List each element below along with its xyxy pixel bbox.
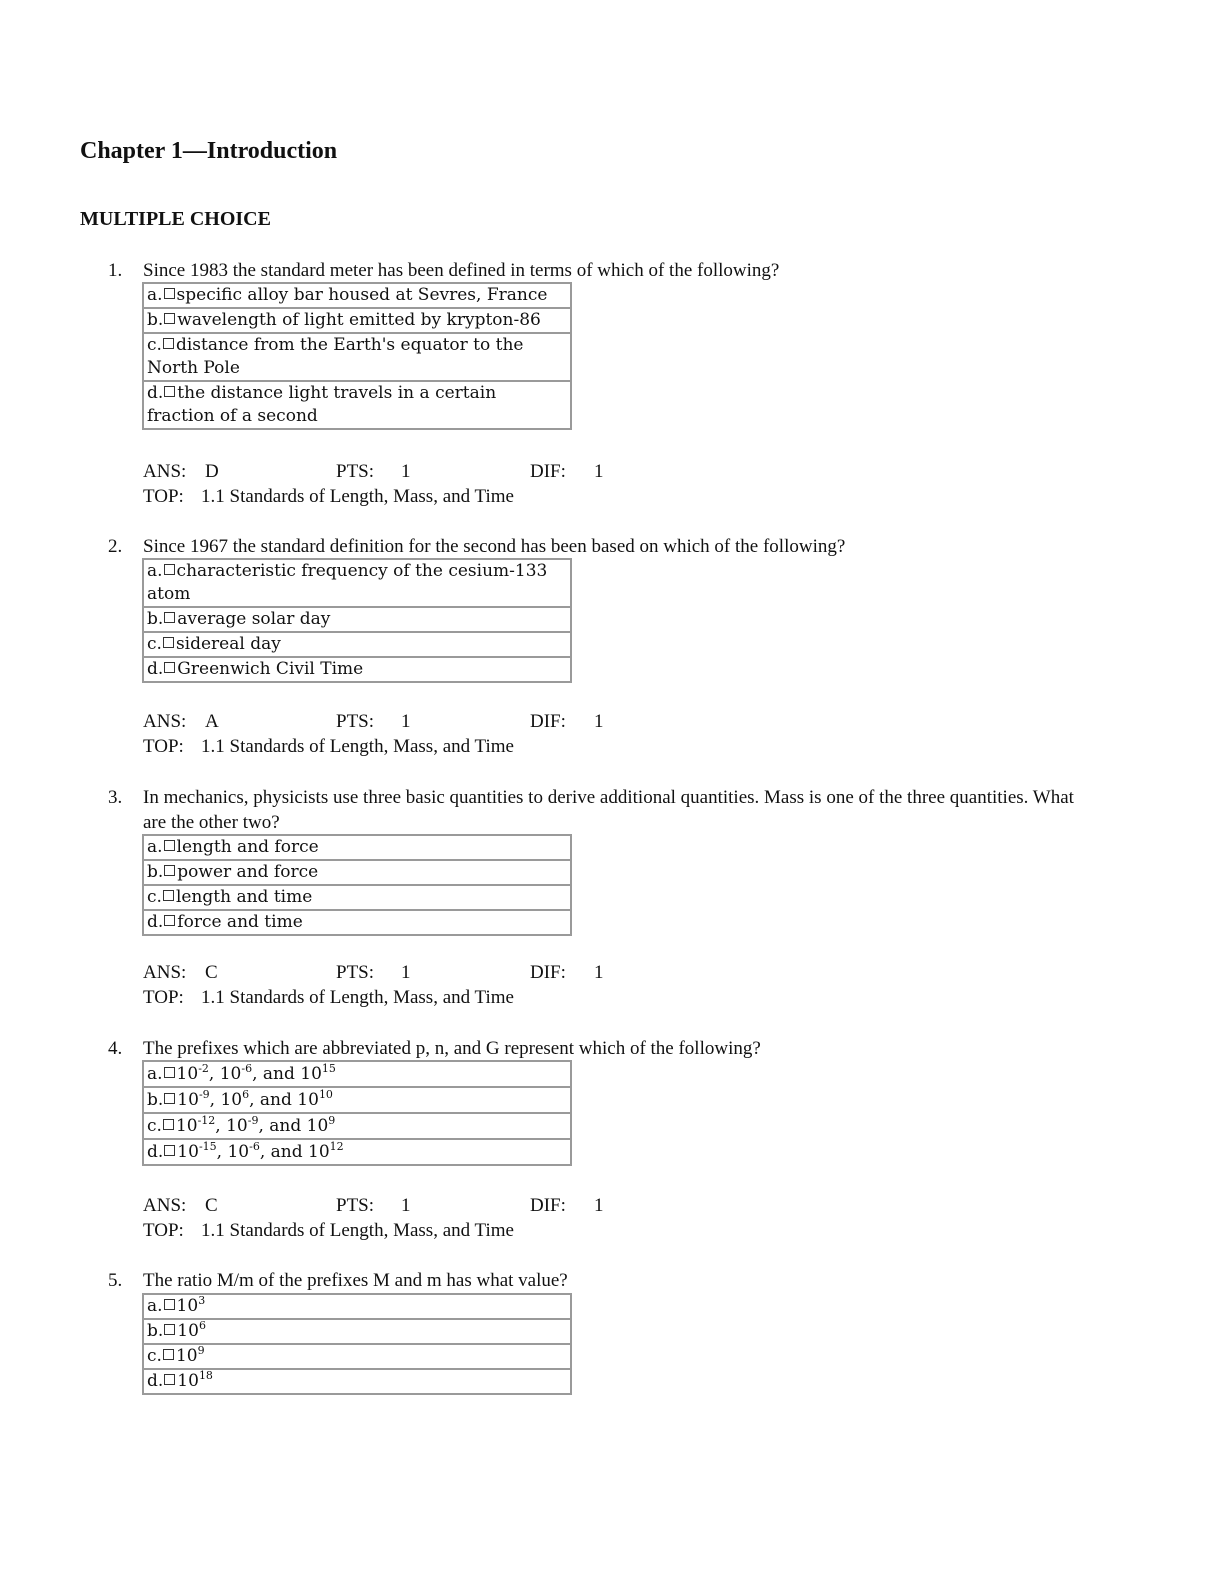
choice-letter: c. [147, 1116, 162, 1136]
pts-value: 1 [401, 711, 411, 732]
pts-label: PTS: [336, 962, 375, 983]
choice-row [143, 308, 571, 333]
choice-row [143, 283, 571, 308]
choice-base: 10 [220, 1090, 243, 1110]
choice-base: 10 [177, 1090, 199, 1110]
choice-row [143, 860, 571, 885]
choices-table-4 [142, 1060, 572, 1166]
choice-row: c. $10^{-12}$, $10^{-9}$, and $10^9$ [143, 1113, 571, 1139]
pts-value: 1 [401, 962, 411, 983]
choice-row [143, 1294, 571, 1319]
choice-text: wavelength of light emitted by krypton-86 [177, 310, 541, 330]
chapter-title: Chapter 1—Introduction [80, 138, 338, 164]
choice-text: Greenwich Civil Time [177, 659, 364, 679]
pts-label: PTS: [336, 461, 375, 482]
choice-base: 10 [308, 1142, 330, 1162]
choice-base: 10 [226, 1116, 248, 1136]
ans-label: ANS: [143, 711, 187, 732]
dif-label: DIF: [530, 962, 566, 983]
checkbox-icon [164, 313, 175, 324]
dif-label: DIF: [530, 711, 566, 732]
choice-letter: d. [147, 912, 164, 932]
checkbox-icon [164, 1299, 175, 1310]
choice-row [143, 632, 571, 657]
choice-row: b. $10^{-9}$, $10^6$, and $10^{10}$ [143, 1087, 571, 1113]
choice-base: 10 [177, 1142, 199, 1162]
choices-table-2 [142, 558, 572, 683]
choice-exponent: 18 [198, 1369, 213, 1382]
choice-and: and [259, 1090, 292, 1110]
choice-row [143, 910, 571, 935]
choice-text: sidereal day [175, 634, 281, 654]
top-value: 1.1 Standards of Length, Mass, and Time [201, 486, 514, 507]
choice-exponent: 6 [242, 1088, 250, 1101]
checkbox-icon [163, 890, 174, 901]
checkbox-icon [164, 288, 175, 299]
choice-text: power and force [177, 862, 319, 882]
choice-letter: c. [147, 335, 162, 355]
question-number: 4. [108, 1038, 123, 1059]
choice-row [143, 885, 571, 910]
ans-value: C [205, 1195, 218, 1216]
choices-table-1 [142, 282, 572, 430]
checkbox-icon [164, 840, 175, 851]
checkbox-icon [164, 1067, 175, 1078]
top-label: TOP: [143, 486, 184, 507]
dif-label: DIF: [530, 461, 566, 482]
choice-exponent: 9 [197, 1344, 205, 1357]
choice-exponent: -9 [247, 1114, 259, 1127]
choice-letter: a. [147, 1064, 163, 1084]
ans-value: D [205, 461, 219, 482]
top-value: 1.1 Standards of Length, Mass, and Time [201, 736, 514, 757]
choice-exponent: 10 [318, 1088, 333, 1101]
choice-base: 10 [175, 1346, 198, 1366]
choice-base: 10 [176, 1296, 199, 1316]
choice-base: 10 [297, 1090, 319, 1110]
choice-row [143, 835, 571, 860]
choice-letter: a. [147, 837, 163, 857]
checkbox-icon [163, 1349, 174, 1360]
pts-value: 1 [401, 461, 411, 482]
choice-exponent: 6 [198, 1319, 206, 1332]
choice-text: the distance light travels in a certain fraction of a second [147, 383, 497, 426]
choice-letter: d. [147, 383, 164, 403]
pts-label: PTS: [336, 711, 375, 732]
question-stem: Since 1967 the standard definition for the second has been based on which of the following? [143, 536, 846, 557]
top-label: TOP: [143, 1220, 184, 1241]
dif-label: DIF: [530, 1195, 566, 1216]
choice-letter: a. [147, 285, 163, 305]
choice-base: 10 [175, 1116, 198, 1136]
choice-exponent: -9 [198, 1088, 210, 1101]
dif-value: 1 [594, 962, 604, 983]
choice-letter: b. [147, 310, 164, 330]
answer-meta-2 [143, 709, 743, 759]
checkbox-icon [164, 915, 175, 926]
choice-row [143, 657, 571, 682]
choice-row: d. $10^{-15}$, $10^{-6}$, and $10^{12}$ [143, 1139, 571, 1165]
choices-table-5 [142, 1293, 572, 1395]
choice-text: average solar day [177, 609, 331, 629]
dif-value: 1 [594, 1195, 604, 1216]
question-number: 5. [108, 1270, 123, 1291]
choice-and: and [269, 1116, 302, 1136]
choice-text: length and time [175, 887, 313, 907]
question-stem: The prefixes which are abbreviated p, n, and G represent which of the following? [143, 1038, 761, 1059]
question-stem: In mechanics, physicists use three basic quantities to derive additional quantities. Mass is one of the three quantities. What are the other two? [143, 787, 1074, 833]
choice-base: 10 [176, 1064, 199, 1084]
choice-exponent: 3 [198, 1294, 206, 1307]
checkbox-icon [163, 338, 174, 349]
choice-base: 10 [219, 1064, 242, 1084]
choice-letter: d. [147, 1142, 164, 1162]
choice-row [143, 1369, 571, 1394]
choice-base: 10 [177, 1371, 199, 1391]
checkbox-icon [163, 1119, 174, 1130]
choice-exponent: -2 [198, 1062, 209, 1075]
checkbox-icon [164, 1324, 175, 1335]
dif-value: 1 [594, 461, 604, 482]
section-title: MULTIPLE CHOICE [80, 208, 271, 230]
checkbox-icon [164, 662, 175, 673]
answer-meta-3 [143, 960, 743, 1010]
ans-value: A [205, 711, 219, 732]
choice-and: and [262, 1064, 295, 1084]
checkbox-icon [164, 612, 175, 623]
choice-letter: c. [147, 1346, 162, 1366]
choice-exponent: 12 [329, 1140, 344, 1153]
choice-exponent: -12 [197, 1114, 216, 1127]
choice-letter: b. [147, 1321, 164, 1341]
choice-row: a. $10^{-2}$, $10^{-6}$, and $10^{15}$ [143, 1061, 571, 1087]
choice-base: 10 [177, 1321, 199, 1341]
pts-label: PTS: [336, 1195, 375, 1216]
ans-label: ANS: [143, 962, 187, 983]
choice-base: 10 [300, 1064, 322, 1084]
choice-letter: b. [147, 1090, 164, 1110]
checkbox-icon [164, 386, 175, 397]
top-value: 1.1 Standards of Length, Mass, and Time [201, 1220, 514, 1241]
top-label: TOP: [143, 987, 184, 1008]
choice-exponent: -15 [198, 1140, 217, 1153]
choice-text: length and force [176, 837, 319, 857]
choice-letter: c. [147, 887, 162, 907]
pts-value: 1 [401, 1195, 411, 1216]
choice-letter: a. [147, 1296, 163, 1316]
choice-exponent: -6 [241, 1062, 253, 1075]
choice-row [143, 607, 571, 632]
choice-and: and [270, 1142, 303, 1162]
question-number: 1. [108, 260, 123, 281]
choice-exponent: -6 [249, 1140, 260, 1153]
choice-text: specific alloy bar housed at Sevres, France [176, 285, 548, 305]
checkbox-icon [164, 1374, 175, 1385]
choice-letter: d. [147, 659, 164, 679]
choice-text: distance from the Earth's equator to the North Pole [147, 335, 524, 378]
choice-letter: d. [147, 1371, 164, 1391]
choices-table-3 [142, 834, 572, 936]
choice-text: force and time [177, 912, 303, 932]
top-label: TOP: [143, 736, 184, 757]
choice-row [143, 1344, 571, 1369]
choice-letter: a. [147, 561, 163, 581]
choice-text: characteristic frequency of the cesium-133 atom [147, 561, 548, 604]
checkbox-icon [163, 637, 174, 648]
question-stem: The ratio M/m of the prefixes M and m has what value? [143, 1270, 568, 1291]
choice-base: 10 [227, 1142, 250, 1162]
ans-label: ANS: [143, 461, 187, 482]
choice-row [143, 559, 571, 607]
top-value: 1.1 Standards of Length, Mass, and Time [201, 987, 514, 1008]
answer-meta-1 [143, 459, 743, 509]
checkbox-icon [164, 1093, 175, 1104]
dif-value: 1 [594, 711, 604, 732]
question-stem: Since 1983 the standard meter has been defined in terms of which of the following? [143, 260, 780, 281]
ans-value: C [205, 962, 218, 983]
answer-meta-4 [143, 1193, 743, 1243]
choice-row [143, 1319, 571, 1344]
checkbox-icon [164, 865, 175, 876]
choice-letter: b. [147, 609, 164, 629]
ans-label: ANS: [143, 1195, 187, 1216]
question-number: 2. [108, 536, 123, 557]
choice-letter: c. [147, 634, 162, 654]
choice-base: 10 [306, 1116, 329, 1136]
choice-exponent: 15 [321, 1062, 336, 1075]
choice-exponent: 9 [328, 1114, 336, 1127]
choice-letter: b. [147, 862, 164, 882]
question-number: 3. [108, 787, 123, 808]
checkbox-icon [164, 564, 175, 575]
checkbox-icon [164, 1145, 175, 1156]
choice-row [143, 381, 571, 429]
choice-row [143, 333, 571, 381]
